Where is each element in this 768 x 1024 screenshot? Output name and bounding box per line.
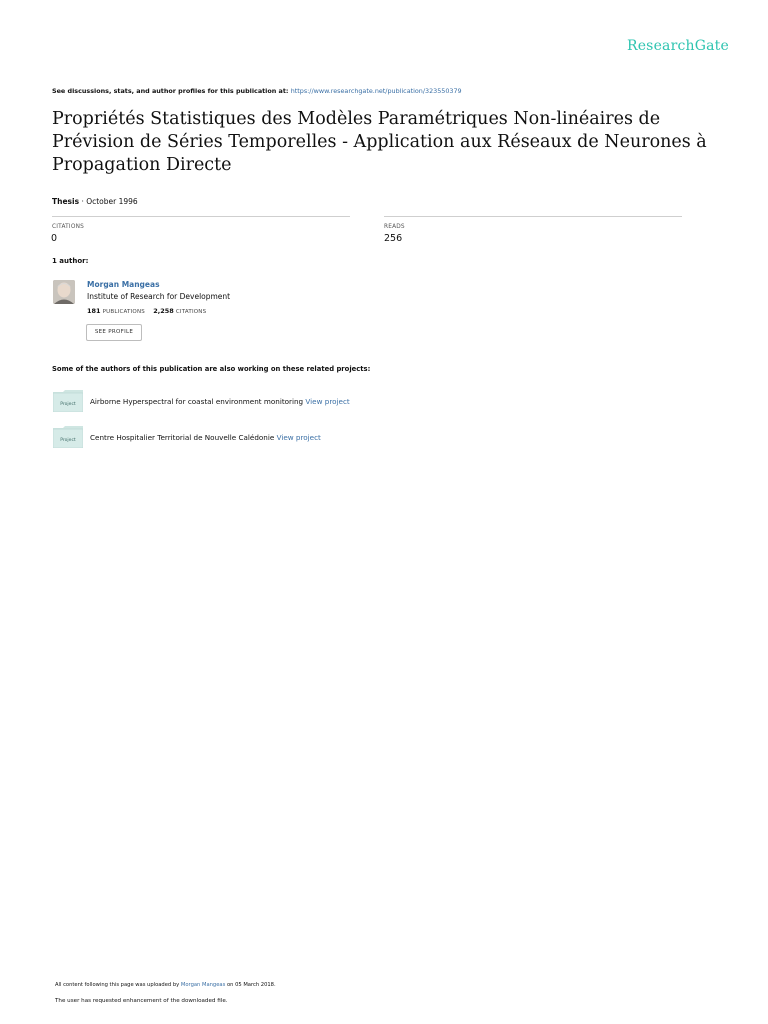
project-item (90, 433, 321, 442)
project-icon-label: Project (60, 402, 76, 407)
view-project-link[interactable]: View project (276, 433, 321, 442)
see-profile-button[interactable]: SEE PROFILE (86, 324, 142, 341)
authors-heading: 1 author: (52, 257, 89, 265)
project-title: Airborne Hyperspectral for coastal environment monitoring (90, 397, 304, 406)
author-citations-label: CITATIONS (175, 309, 207, 315)
author-stats (87, 307, 206, 315)
project-icon-label: Project (60, 438, 76, 443)
project-title: Centre Hospitalier Territorial de Nouvelle Calédonie (90, 433, 275, 442)
discussion-prefix: See discussions, stats, and author profiles for this publication at: (52, 87, 289, 95)
project-item (90, 397, 350, 406)
citations-divider (52, 216, 350, 217)
discussion-line (52, 87, 462, 95)
publication-date: · October 1996 (81, 197, 138, 206)
project-folder-icon (53, 426, 83, 448)
reads-divider (384, 216, 682, 217)
publication-type: Thesis (52, 197, 80, 206)
author-photo-icon (53, 280, 75, 304)
author-citations-count: 2,258 (153, 307, 174, 315)
author-institution: Institute of Research for Development (87, 292, 231, 301)
publication-title: Propriétés Statistiques des Modèles Paramétriques Non-linéaires de Prévision de Séries Temporelles - Application aux Réseaux de Neurones à Propagation Directe (52, 109, 707, 175)
project-folder-icon (53, 390, 83, 412)
publication-url-link[interactable]: https://www.researchgate.net/publication/323550379 (290, 87, 462, 95)
enhancement-note: The user has requested enhancement of the downloaded file. (55, 998, 228, 1004)
citations-value: 0 (51, 233, 58, 244)
publication-meta (52, 197, 138, 206)
view-project-link[interactable]: View project (305, 397, 350, 406)
author-publications-label: PUBLICATIONS (102, 309, 145, 315)
upload-suffix: on 05 March 2018. (226, 982, 276, 988)
upload-prefix: All content following this page was uploaded by (55, 982, 180, 988)
reads-value: 256 (384, 233, 403, 244)
reads-label: READS (384, 224, 405, 230)
author-publications-count: 181 (87, 307, 101, 315)
avatar[interactable] (53, 280, 75, 304)
upload-note (55, 982, 276, 988)
citations-label: CITATIONS (52, 224, 84, 230)
author-name-link[interactable]: Morgan Mangeas (87, 280, 160, 289)
researchgate-logo[interactable]: ResearchGate (626, 38, 729, 54)
uploader-link[interactable]: Morgan Mangeas (180, 982, 226, 988)
projects-heading: Some of the authors of this publication are also working on these related projects: (52, 365, 371, 373)
